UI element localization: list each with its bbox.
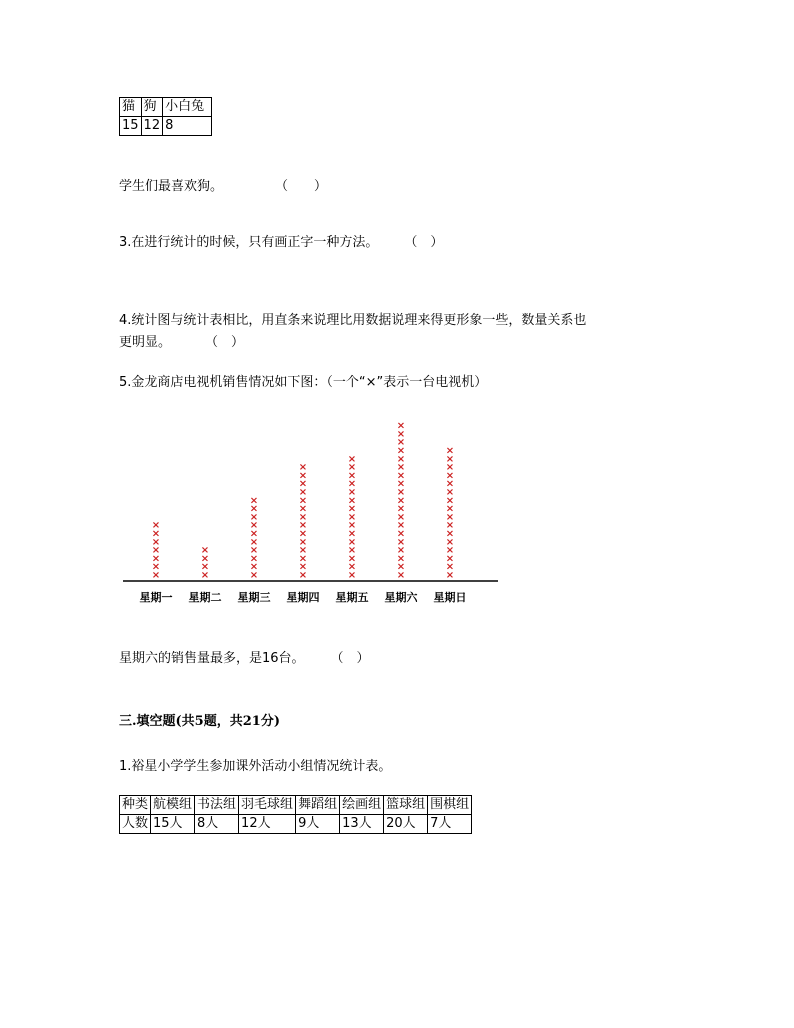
- x-marker: ×: [396, 453, 406, 465]
- bar-column: [397, 421, 405, 581]
- x-tick-label: 星期二: [188, 591, 222, 604]
- x-marker: ×: [200, 561, 210, 573]
- x-marker: ×: [200, 570, 210, 581]
- x-marker: ×: [396, 520, 406, 532]
- x-marker: ×: [445, 503, 455, 515]
- x-marker: ×: [445, 570, 455, 581]
- table-cell: 8人: [195, 815, 239, 834]
- x-marker: ×: [249, 511, 259, 523]
- x-marker: ×: [445, 495, 455, 507]
- x-marker: ×: [347, 478, 357, 490]
- answer-paren[interactable]: （ ）: [205, 335, 245, 350]
- x-marker: ×: [396, 553, 406, 565]
- table-cell: 舞蹈组: [296, 796, 340, 815]
- x-marker: ×: [396, 570, 406, 581]
- question-text: 5.金龙商店电视机销售情况如下图：（一个“×”表示一台电视机）: [119, 375, 488, 390]
- table-cell: 15人: [151, 815, 195, 834]
- x-marker: ×: [396, 470, 406, 482]
- x-marker: ×: [298, 553, 308, 565]
- x-marker: ×: [445, 536, 455, 548]
- x-marker: ×: [298, 545, 308, 557]
- table-row: [120, 98, 212, 117]
- x-marker: ×: [347, 487, 357, 498]
- table-cell: 绘画组: [340, 796, 384, 815]
- x-marker: ×: [298, 478, 308, 490]
- x-marker: ×: [396, 487, 406, 498]
- x-marker: ×: [396, 503, 406, 515]
- x-marker: ×: [445, 561, 455, 573]
- x-marker: ×: [200, 553, 210, 565]
- x-marker: ×: [396, 428, 406, 440]
- x-marker: ×: [151, 536, 161, 548]
- x-marker: ×: [347, 462, 357, 474]
- x-marker: ×: [445, 545, 455, 557]
- x-marker: ×: [249, 503, 259, 515]
- x-marker: ×: [298, 536, 308, 548]
- bar-column: [446, 446, 454, 582]
- table-row: [120, 796, 472, 815]
- table-cell: 书法组: [195, 796, 239, 815]
- x-marker: ×: [396, 536, 406, 548]
- x-marker: ×: [151, 561, 161, 573]
- bar-column: [299, 462, 307, 581]
- table-row: [120, 117, 212, 136]
- x-marker: ×: [298, 503, 308, 515]
- table-cell: 小白兔: [163, 98, 212, 117]
- table-cell: 围棋组: [428, 796, 472, 815]
- x-marker: ×: [445, 553, 455, 565]
- x-tick-label: 星期一: [139, 591, 173, 604]
- table-cell: 羽毛球组: [239, 796, 296, 815]
- answer-paren[interactable]: （ ）: [330, 651, 370, 666]
- x-tick-label: 星期三: [237, 591, 271, 604]
- answer-paren[interactable]: （ ）: [275, 179, 328, 194]
- x-tick-label: 星期六: [384, 591, 418, 604]
- x-marker: ×: [151, 520, 161, 532]
- x-marker: ×: [347, 528, 357, 540]
- x-marker: ×: [298, 561, 308, 573]
- x-marker: ×: [298, 487, 308, 498]
- x-marker: ×: [347, 536, 357, 548]
- x-marker: ×: [298, 462, 308, 474]
- x-marker: ×: [445, 487, 455, 498]
- x-marker: ×: [249, 536, 259, 548]
- tv-sales-chart: [118, 405, 503, 610]
- table-cell: 种类: [120, 796, 151, 815]
- section-heading: 三.填空题(共5题，共21分): [119, 714, 280, 729]
- question-3: [119, 232, 443, 254]
- x-marker: ×: [445, 511, 455, 523]
- x-marker: ×: [151, 553, 161, 565]
- x-marker: ×: [347, 561, 357, 573]
- question-text: 1.裕星小学学生参加课外活动小组情况统计表。: [119, 759, 392, 774]
- table-cell: 航模组: [151, 796, 195, 815]
- x-marker: ×: [249, 528, 259, 540]
- x-marker: ×: [396, 561, 406, 573]
- table-cell: 12: [141, 117, 163, 136]
- answer-paren[interactable]: （ ）: [404, 235, 444, 250]
- x-marker: ×: [249, 553, 259, 565]
- table-cell: 15: [120, 117, 142, 136]
- x-marker: ×: [249, 570, 259, 581]
- x-marker: ×: [151, 528, 161, 540]
- x-marker: ×: [249, 520, 259, 532]
- table-cell: 7人: [428, 815, 472, 834]
- x-marker: ×: [396, 462, 406, 474]
- bar-column: [201, 545, 209, 581]
- x-marker: ×: [396, 437, 406, 449]
- x-marker: ×: [347, 545, 357, 557]
- x-marker: ×: [396, 545, 406, 557]
- table-cell: 20人: [384, 815, 428, 834]
- pet-table: [119, 97, 212, 136]
- x-marker: ×: [396, 495, 406, 507]
- table-cell: 9人: [296, 815, 340, 834]
- question-text: 星期六的销售量最多，是16台。: [119, 651, 305, 666]
- question-5: [119, 372, 487, 394]
- x-marker: ×: [347, 453, 357, 465]
- bar-column: [348, 454, 356, 581]
- bar-column: [250, 495, 258, 581]
- x-marker: ×: [298, 520, 308, 532]
- x-marker: ×: [298, 528, 308, 540]
- x-marker: ×: [298, 495, 308, 507]
- x-marker: ×: [445, 478, 455, 490]
- fill-question-1: [119, 756, 391, 778]
- x-marker: ×: [298, 470, 308, 482]
- question-text-line2: 更明显。: [119, 335, 172, 350]
- x-marker: ×: [445, 453, 455, 465]
- x-marker: ×: [347, 495, 357, 507]
- table-cell: 狗: [141, 98, 163, 117]
- x-marker: ×: [151, 570, 161, 581]
- x-tick-label: 星期日: [433, 591, 467, 604]
- x-tick-label: 星期四: [286, 591, 320, 604]
- x-marker: ×: [298, 511, 308, 523]
- question-4: [119, 310, 699, 354]
- x-marker: ×: [396, 420, 406, 432]
- x-marker: ×: [347, 503, 357, 515]
- table-cell: 人数: [120, 815, 151, 834]
- x-marker: ×: [347, 553, 357, 565]
- x-marker: ×: [396, 445, 406, 457]
- bar-column: [152, 520, 160, 581]
- table-cell: 13人: [340, 815, 384, 834]
- question-text-line1: 4.统计图与统计表相比，用直条来说理比用数据说理来得更形象一些，数量关系也: [119, 313, 587, 328]
- x-marker: ×: [445, 470, 455, 482]
- x-marker: ×: [445, 445, 455, 457]
- x-marker: ×: [151, 545, 161, 557]
- x-marker: ×: [200, 545, 210, 557]
- table-cell: 篮球组: [384, 796, 428, 815]
- x-marker: ×: [445, 528, 455, 540]
- x-marker: ×: [347, 570, 357, 581]
- x-marker: ×: [347, 520, 357, 532]
- table-row: [120, 815, 472, 834]
- table-cell: 12人: [239, 815, 296, 834]
- x-marker: ×: [445, 462, 455, 474]
- x-marker: ×: [396, 478, 406, 490]
- table-cell: 8: [163, 117, 212, 136]
- table-cell: 猫: [120, 98, 142, 117]
- x-marker: ×: [445, 520, 455, 532]
- question-5-statement: [119, 648, 370, 670]
- x-marker: ×: [249, 495, 259, 507]
- question-text: 3.在进行统计的时候，只有画正字一种方法。: [119, 235, 379, 250]
- activity-table: [119, 795, 472, 834]
- x-marker: ×: [396, 528, 406, 540]
- x-marker: ×: [347, 511, 357, 523]
- x-marker: ×: [249, 545, 259, 557]
- x-marker: ×: [298, 570, 308, 581]
- x-marker: ×: [347, 470, 357, 482]
- question-text: 学生们最喜欢狗。: [119, 179, 224, 194]
- question-2: [119, 176, 327, 198]
- x-marker: ×: [396, 511, 406, 523]
- x-marker: ×: [249, 561, 259, 573]
- x-tick-label: 星期五: [335, 591, 369, 604]
